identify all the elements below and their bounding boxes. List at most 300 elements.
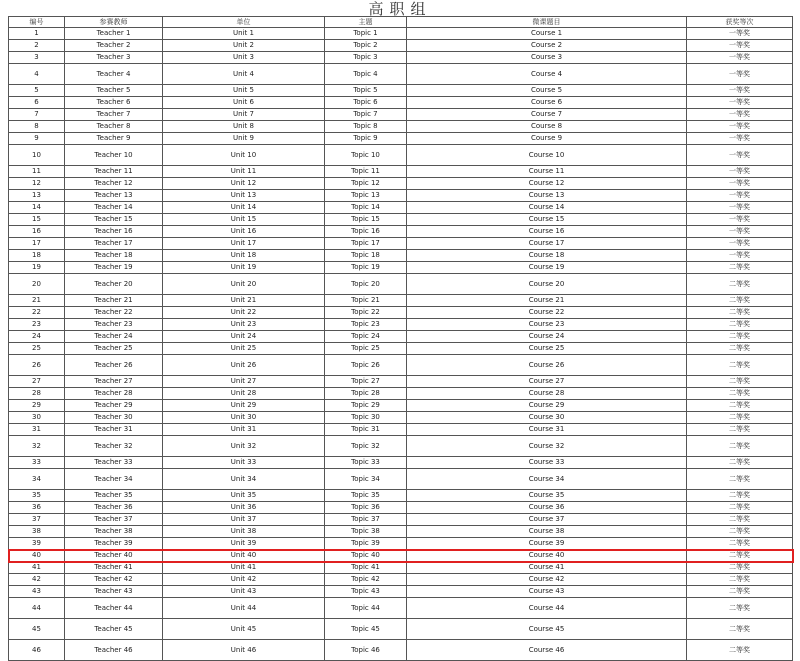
table-row <box>9 28 793 40</box>
cell-unit: Unit 21 <box>163 295 325 307</box>
cell-topic: Topic 14 <box>325 202 407 214</box>
cell-course: Course 5 <box>407 85 687 97</box>
table-row <box>9 238 793 250</box>
table-row <box>9 502 793 514</box>
cell-topic: Topic 32 <box>325 436 407 457</box>
cell-no: 10 <box>9 145 65 166</box>
cell-unit: Unit 22 <box>163 307 325 319</box>
header-unit: 单位 <box>163 17 325 28</box>
cell-award: 二等奖 <box>687 562 793 574</box>
cell-topic: Topic 16 <box>325 226 407 238</box>
table-row <box>9 469 793 490</box>
cell-topic: Topic 29 <box>325 400 407 412</box>
cell-teacher: Teacher 40 <box>65 550 163 562</box>
cell-unit: Unit 42 <box>163 574 325 586</box>
cell-topic: Topic 41 <box>325 562 407 574</box>
cell-award: 二等奖 <box>687 526 793 538</box>
cell-award: 二等奖 <box>687 424 793 436</box>
table-row <box>9 586 793 598</box>
cell-unit: Unit 27 <box>163 376 325 388</box>
table-row <box>9 538 793 550</box>
cell-course: Course 16 <box>407 226 687 238</box>
cell-course: Course 3 <box>407 52 687 64</box>
cell-topic: Topic 10 <box>325 145 407 166</box>
cell-unit: Unit 24 <box>163 331 325 343</box>
cell-award: 一等奖 <box>687 178 793 190</box>
cell-teacher: Teacher 34 <box>65 469 163 490</box>
cell-no: 8 <box>9 121 65 133</box>
cell-topic: Topic 6 <box>325 97 407 109</box>
cell-topic: Topic 28 <box>325 388 407 400</box>
cell-course: Course 38 <box>407 526 687 538</box>
cell-no: 20 <box>9 274 65 295</box>
cell-award: 二等奖 <box>687 343 793 355</box>
cell-no: 7 <box>9 109 65 121</box>
table-row <box>9 133 793 145</box>
table-row <box>9 400 793 412</box>
cell-unit: Unit 38 <box>163 526 325 538</box>
cell-topic: Topic 12 <box>325 178 407 190</box>
cell-teacher: Teacher 24 <box>65 331 163 343</box>
cell-topic: Topic 17 <box>325 238 407 250</box>
cell-no: 29 <box>9 400 65 412</box>
cell-teacher: Teacher 13 <box>65 190 163 202</box>
cell-topic: Topic 25 <box>325 343 407 355</box>
cell-unit: Unit 33 <box>163 457 325 469</box>
cell-award: 二等奖 <box>687 388 793 400</box>
cell-course: Course 20 <box>407 274 687 295</box>
cell-teacher: Teacher 41 <box>65 562 163 574</box>
cell-teacher: Teacher 32 <box>65 436 163 457</box>
cell-award: 二等奖 <box>687 502 793 514</box>
table-row <box>9 514 793 526</box>
cell-topic: Topic 5 <box>325 85 407 97</box>
cell-topic: Topic 8 <box>325 121 407 133</box>
table-body <box>9 28 793 661</box>
cell-topic: Topic 36 <box>325 502 407 514</box>
cell-award: 一等奖 <box>687 40 793 52</box>
cell-topic: Topic 34 <box>325 469 407 490</box>
cell-award: 一等奖 <box>687 109 793 121</box>
cell-course: Course 30 <box>407 412 687 424</box>
cell-award: 二等奖 <box>687 586 793 598</box>
table-row <box>9 307 793 319</box>
cell-unit: Unit 6 <box>163 97 325 109</box>
cell-course: Course 17 <box>407 238 687 250</box>
cell-unit: Unit 8 <box>163 121 325 133</box>
cell-topic: Topic 19 <box>325 262 407 274</box>
table-row-highlighted <box>9 550 793 562</box>
cell-topic: Topic 3 <box>325 52 407 64</box>
cell-teacher: Teacher 9 <box>65 133 163 145</box>
cell-teacher: Teacher 39 <box>65 538 163 550</box>
cell-no: 32 <box>9 436 65 457</box>
cell-topic: Topic 13 <box>325 190 407 202</box>
cell-teacher: Teacher 33 <box>65 457 163 469</box>
cell-no: 12 <box>9 178 65 190</box>
cell-topic: Topic 23 <box>325 319 407 331</box>
cell-teacher: Teacher 27 <box>65 376 163 388</box>
table-row <box>9 640 793 661</box>
cell-unit: Unit 29 <box>163 400 325 412</box>
cell-teacher: Teacher 35 <box>65 490 163 502</box>
table-row <box>9 598 793 619</box>
cell-teacher: Teacher 10 <box>65 145 163 166</box>
cell-topic: Topic 44 <box>325 598 407 619</box>
cell-teacher: Teacher 19 <box>65 262 163 274</box>
cell-topic: Topic 2 <box>325 40 407 52</box>
cell-unit: Unit 40 <box>163 550 325 562</box>
cell-unit: Unit 16 <box>163 226 325 238</box>
cell-unit: Unit 44 <box>163 598 325 619</box>
cell-no: 25 <box>9 343 65 355</box>
cell-no: 15 <box>9 214 65 226</box>
cell-course: Course 22 <box>407 307 687 319</box>
cell-teacher: Teacher 3 <box>65 52 163 64</box>
cell-teacher: Teacher 14 <box>65 202 163 214</box>
table-row <box>9 343 793 355</box>
cell-teacher: Teacher 42 <box>65 574 163 586</box>
table-row <box>9 388 793 400</box>
cell-unit: Unit 2 <box>163 40 325 52</box>
cell-no: 41 <box>9 562 65 574</box>
cell-unit: Unit 37 <box>163 514 325 526</box>
cell-teacher: Teacher 45 <box>65 619 163 640</box>
cell-no: 44 <box>9 598 65 619</box>
cell-teacher: Teacher 36 <box>65 502 163 514</box>
cell-teacher: Teacher 44 <box>65 598 163 619</box>
cell-teacher: Teacher 12 <box>65 178 163 190</box>
cell-no: 23 <box>9 319 65 331</box>
cell-award: 一等奖 <box>687 214 793 226</box>
cell-teacher: Teacher 30 <box>65 412 163 424</box>
cell-award: 二等奖 <box>687 400 793 412</box>
cell-teacher: Teacher 38 <box>65 526 163 538</box>
cell-award: 二等奖 <box>687 307 793 319</box>
table-row <box>9 262 793 274</box>
cell-unit: Unit 30 <box>163 412 325 424</box>
cell-unit: Unit 7 <box>163 109 325 121</box>
cell-course: Course 21 <box>407 295 687 307</box>
table-row <box>9 109 793 121</box>
cell-course: Course 23 <box>407 319 687 331</box>
header-topic: 主题 <box>325 17 407 28</box>
table-row <box>9 250 793 262</box>
cell-no: 11 <box>9 166 65 178</box>
table-row <box>9 412 793 424</box>
cell-no: 40 <box>9 550 65 562</box>
cell-no: 24 <box>9 331 65 343</box>
cell-no: 5 <box>9 85 65 97</box>
cell-unit: Unit 26 <box>163 355 325 376</box>
cell-no: 38 <box>9 526 65 538</box>
cell-course: Course 9 <box>407 133 687 145</box>
cell-unit: Unit 1 <box>163 28 325 40</box>
table-row <box>9 274 793 295</box>
cell-course: Course 8 <box>407 121 687 133</box>
cell-award: 二等奖 <box>687 469 793 490</box>
cell-teacher: Teacher 23 <box>65 319 163 331</box>
table-row <box>9 202 793 214</box>
cell-teacher: Teacher 25 <box>65 343 163 355</box>
cell-course: Course 18 <box>407 250 687 262</box>
cell-course: Course 32 <box>407 436 687 457</box>
cell-unit: Unit 28 <box>163 388 325 400</box>
cell-unit: Unit 32 <box>163 436 325 457</box>
cell-teacher: Teacher 21 <box>65 295 163 307</box>
header-row <box>9 17 793 28</box>
awards-table <box>8 16 793 661</box>
table-row <box>9 145 793 166</box>
cell-no: 22 <box>9 307 65 319</box>
cell-no: 17 <box>9 238 65 250</box>
cell-award: 二等奖 <box>687 412 793 424</box>
cell-unit: Unit 15 <box>163 214 325 226</box>
table-row <box>9 319 793 331</box>
cell-award: 二等奖 <box>687 274 793 295</box>
table-row <box>9 121 793 133</box>
cell-unit: Unit 31 <box>163 424 325 436</box>
cell-no: 39 <box>9 538 65 550</box>
cell-course: Course 7 <box>407 109 687 121</box>
table-row <box>9 457 793 469</box>
cell-award: 二等奖 <box>687 376 793 388</box>
cell-topic: Topic 39 <box>325 538 407 550</box>
cell-unit: Unit 13 <box>163 190 325 202</box>
cell-teacher: Teacher 6 <box>65 97 163 109</box>
cell-topic: Topic 37 <box>325 514 407 526</box>
cell-course: Course 29 <box>407 400 687 412</box>
cell-teacher: Teacher 43 <box>65 586 163 598</box>
cell-no: 35 <box>9 490 65 502</box>
cell-award: 一等奖 <box>687 166 793 178</box>
cell-award: 二等奖 <box>687 355 793 376</box>
table-row <box>9 64 793 85</box>
cell-course: Course 45 <box>407 619 687 640</box>
cell-no: 30 <box>9 412 65 424</box>
cell-unit: Unit 19 <box>163 262 325 274</box>
cell-teacher: Teacher 22 <box>65 307 163 319</box>
cell-award: 二等奖 <box>687 436 793 457</box>
cell-no: 27 <box>9 376 65 388</box>
cell-unit: Unit 18 <box>163 250 325 262</box>
header-teacher: 参赛教师 <box>65 17 163 28</box>
cell-award: 一等奖 <box>687 28 793 40</box>
cell-course: Course 33 <box>407 457 687 469</box>
cell-teacher: Teacher 8 <box>65 121 163 133</box>
cell-course: Course 14 <box>407 202 687 214</box>
cell-course: Course 39 <box>407 538 687 550</box>
cell-no: 13 <box>9 190 65 202</box>
cell-unit: Unit 11 <box>163 166 325 178</box>
table-row <box>9 226 793 238</box>
cell-award: 一等奖 <box>687 250 793 262</box>
cell-topic: Topic 18 <box>325 250 407 262</box>
cell-award: 二等奖 <box>687 514 793 526</box>
cell-unit: Unit 10 <box>163 145 325 166</box>
cell-topic: Topic 9 <box>325 133 407 145</box>
cell-no: 2 <box>9 40 65 52</box>
cell-course: Course 44 <box>407 598 687 619</box>
cell-topic: Topic 38 <box>325 526 407 538</box>
cell-no: 37 <box>9 514 65 526</box>
cell-no: 36 <box>9 502 65 514</box>
table-row <box>9 436 793 457</box>
cell-course: Course 15 <box>407 214 687 226</box>
cell-no: 14 <box>9 202 65 214</box>
table-row <box>9 52 793 64</box>
cell-award: 二等奖 <box>687 262 793 274</box>
cell-unit: Unit 43 <box>163 586 325 598</box>
cell-award: 一等奖 <box>687 97 793 109</box>
cell-award: 二等奖 <box>687 619 793 640</box>
cell-award: 一等奖 <box>687 64 793 85</box>
cell-unit: Unit 4 <box>163 64 325 85</box>
header-no: 编号 <box>9 17 65 28</box>
cell-no: 4 <box>9 64 65 85</box>
cell-course: Course 1 <box>407 28 687 40</box>
cell-topic: Topic 40 <box>325 550 407 562</box>
cell-unit: Unit 3 <box>163 52 325 64</box>
table-row <box>9 355 793 376</box>
cell-unit: Unit 5 <box>163 85 325 97</box>
cell-unit: Unit 34 <box>163 469 325 490</box>
cell-topic: Topic 45 <box>325 619 407 640</box>
cell-course: Course 10 <box>407 145 687 166</box>
cell-teacher: Teacher 28 <box>65 388 163 400</box>
cell-no: 26 <box>9 355 65 376</box>
cell-teacher: Teacher 4 <box>65 64 163 85</box>
cell-topic: Topic 33 <box>325 457 407 469</box>
cell-teacher: Teacher 37 <box>65 514 163 526</box>
cell-award: 一等奖 <box>687 190 793 202</box>
cell-course: Course 4 <box>407 64 687 85</box>
cell-award: 一等奖 <box>687 133 793 145</box>
cell-unit: Unit 41 <box>163 562 325 574</box>
table-row <box>9 526 793 538</box>
cell-unit: Unit 23 <box>163 319 325 331</box>
cell-topic: Topic 1 <box>325 28 407 40</box>
cell-course: Course 46 <box>407 640 687 661</box>
cell-teacher: Teacher 17 <box>65 238 163 250</box>
cell-teacher: Teacher 16 <box>65 226 163 238</box>
cell-award: 二等奖 <box>687 319 793 331</box>
table-row <box>9 166 793 178</box>
cell-topic: Topic 42 <box>325 574 407 586</box>
cell-unit: Unit 45 <box>163 619 325 640</box>
cell-unit: Unit 39 <box>163 538 325 550</box>
cell-teacher: Teacher 46 <box>65 640 163 661</box>
table-row <box>9 178 793 190</box>
cell-course: Course 42 <box>407 574 687 586</box>
cell-topic: Topic 27 <box>325 376 407 388</box>
cell-course: Course 35 <box>407 490 687 502</box>
cell-award: 二等奖 <box>687 598 793 619</box>
table-row <box>9 190 793 202</box>
cell-unit: Unit 14 <box>163 202 325 214</box>
cell-award: 一等奖 <box>687 226 793 238</box>
cell-award: 二等奖 <box>687 538 793 550</box>
cell-course: Course 43 <box>407 586 687 598</box>
table-row <box>9 424 793 436</box>
cell-course: Course 11 <box>407 166 687 178</box>
cell-no: 18 <box>9 250 65 262</box>
cell-course: Course 27 <box>407 376 687 388</box>
cell-course: Course 12 <box>407 178 687 190</box>
cell-topic: Topic 20 <box>325 274 407 295</box>
cell-award: 一等奖 <box>687 52 793 64</box>
table-row <box>9 331 793 343</box>
cell-topic: Topic 7 <box>325 109 407 121</box>
page-title: 高职组 <box>368 0 432 18</box>
cell-no: 16 <box>9 226 65 238</box>
cell-teacher: Teacher 26 <box>65 355 163 376</box>
cell-no: 42 <box>9 574 65 586</box>
cell-teacher: Teacher 1 <box>65 28 163 40</box>
cell-topic: Topic 43 <box>325 586 407 598</box>
cell-course: Course 40 <box>407 550 687 562</box>
cell-no: 34 <box>9 469 65 490</box>
cell-no: 28 <box>9 388 65 400</box>
cell-no: 6 <box>9 97 65 109</box>
cell-course: Course 36 <box>407 502 687 514</box>
cell-award: 二等奖 <box>687 574 793 586</box>
table-row <box>9 97 793 109</box>
cell-course: Course 25 <box>407 343 687 355</box>
cell-no: 43 <box>9 586 65 598</box>
table-row <box>9 490 793 502</box>
cell-unit: Unit 36 <box>163 502 325 514</box>
cell-teacher: Teacher 7 <box>65 109 163 121</box>
table-header <box>9 17 793 28</box>
cell-course: Course 6 <box>407 97 687 109</box>
cell-topic: Topic 11 <box>325 166 407 178</box>
cell-topic: Topic 21 <box>325 295 407 307</box>
cell-award: 二等奖 <box>687 550 793 562</box>
cell-award: 二等奖 <box>687 295 793 307</box>
cell-award: 二等奖 <box>687 640 793 661</box>
cell-no: 33 <box>9 457 65 469</box>
cell-topic: Topic 31 <box>325 424 407 436</box>
cell-topic: Topic 46 <box>325 640 407 661</box>
cell-no: 21 <box>9 295 65 307</box>
header-course: 微课题目 <box>407 17 687 28</box>
cell-course: Course 19 <box>407 262 687 274</box>
cell-no: 1 <box>9 28 65 40</box>
table-row <box>9 574 793 586</box>
cell-award: 一等奖 <box>687 202 793 214</box>
cell-no: 46 <box>9 640 65 661</box>
cell-teacher: Teacher 20 <box>65 274 163 295</box>
cell-topic: Topic 30 <box>325 412 407 424</box>
cell-award: 一等奖 <box>687 238 793 250</box>
table-row <box>9 295 793 307</box>
cell-unit: Unit 9 <box>163 133 325 145</box>
cell-no: 19 <box>9 262 65 274</box>
cell-course: Course 41 <box>407 562 687 574</box>
cell-course: Course 13 <box>407 190 687 202</box>
cell-teacher: Teacher 11 <box>65 166 163 178</box>
cell-course: Course 24 <box>407 331 687 343</box>
cell-award: 二等奖 <box>687 457 793 469</box>
cell-award: 二等奖 <box>687 490 793 502</box>
table-row <box>9 376 793 388</box>
cell-topic: Topic 4 <box>325 64 407 85</box>
cell-course: Course 34 <box>407 469 687 490</box>
table-row <box>9 214 793 226</box>
cell-course: Course 37 <box>407 514 687 526</box>
cell-unit: Unit 35 <box>163 490 325 502</box>
